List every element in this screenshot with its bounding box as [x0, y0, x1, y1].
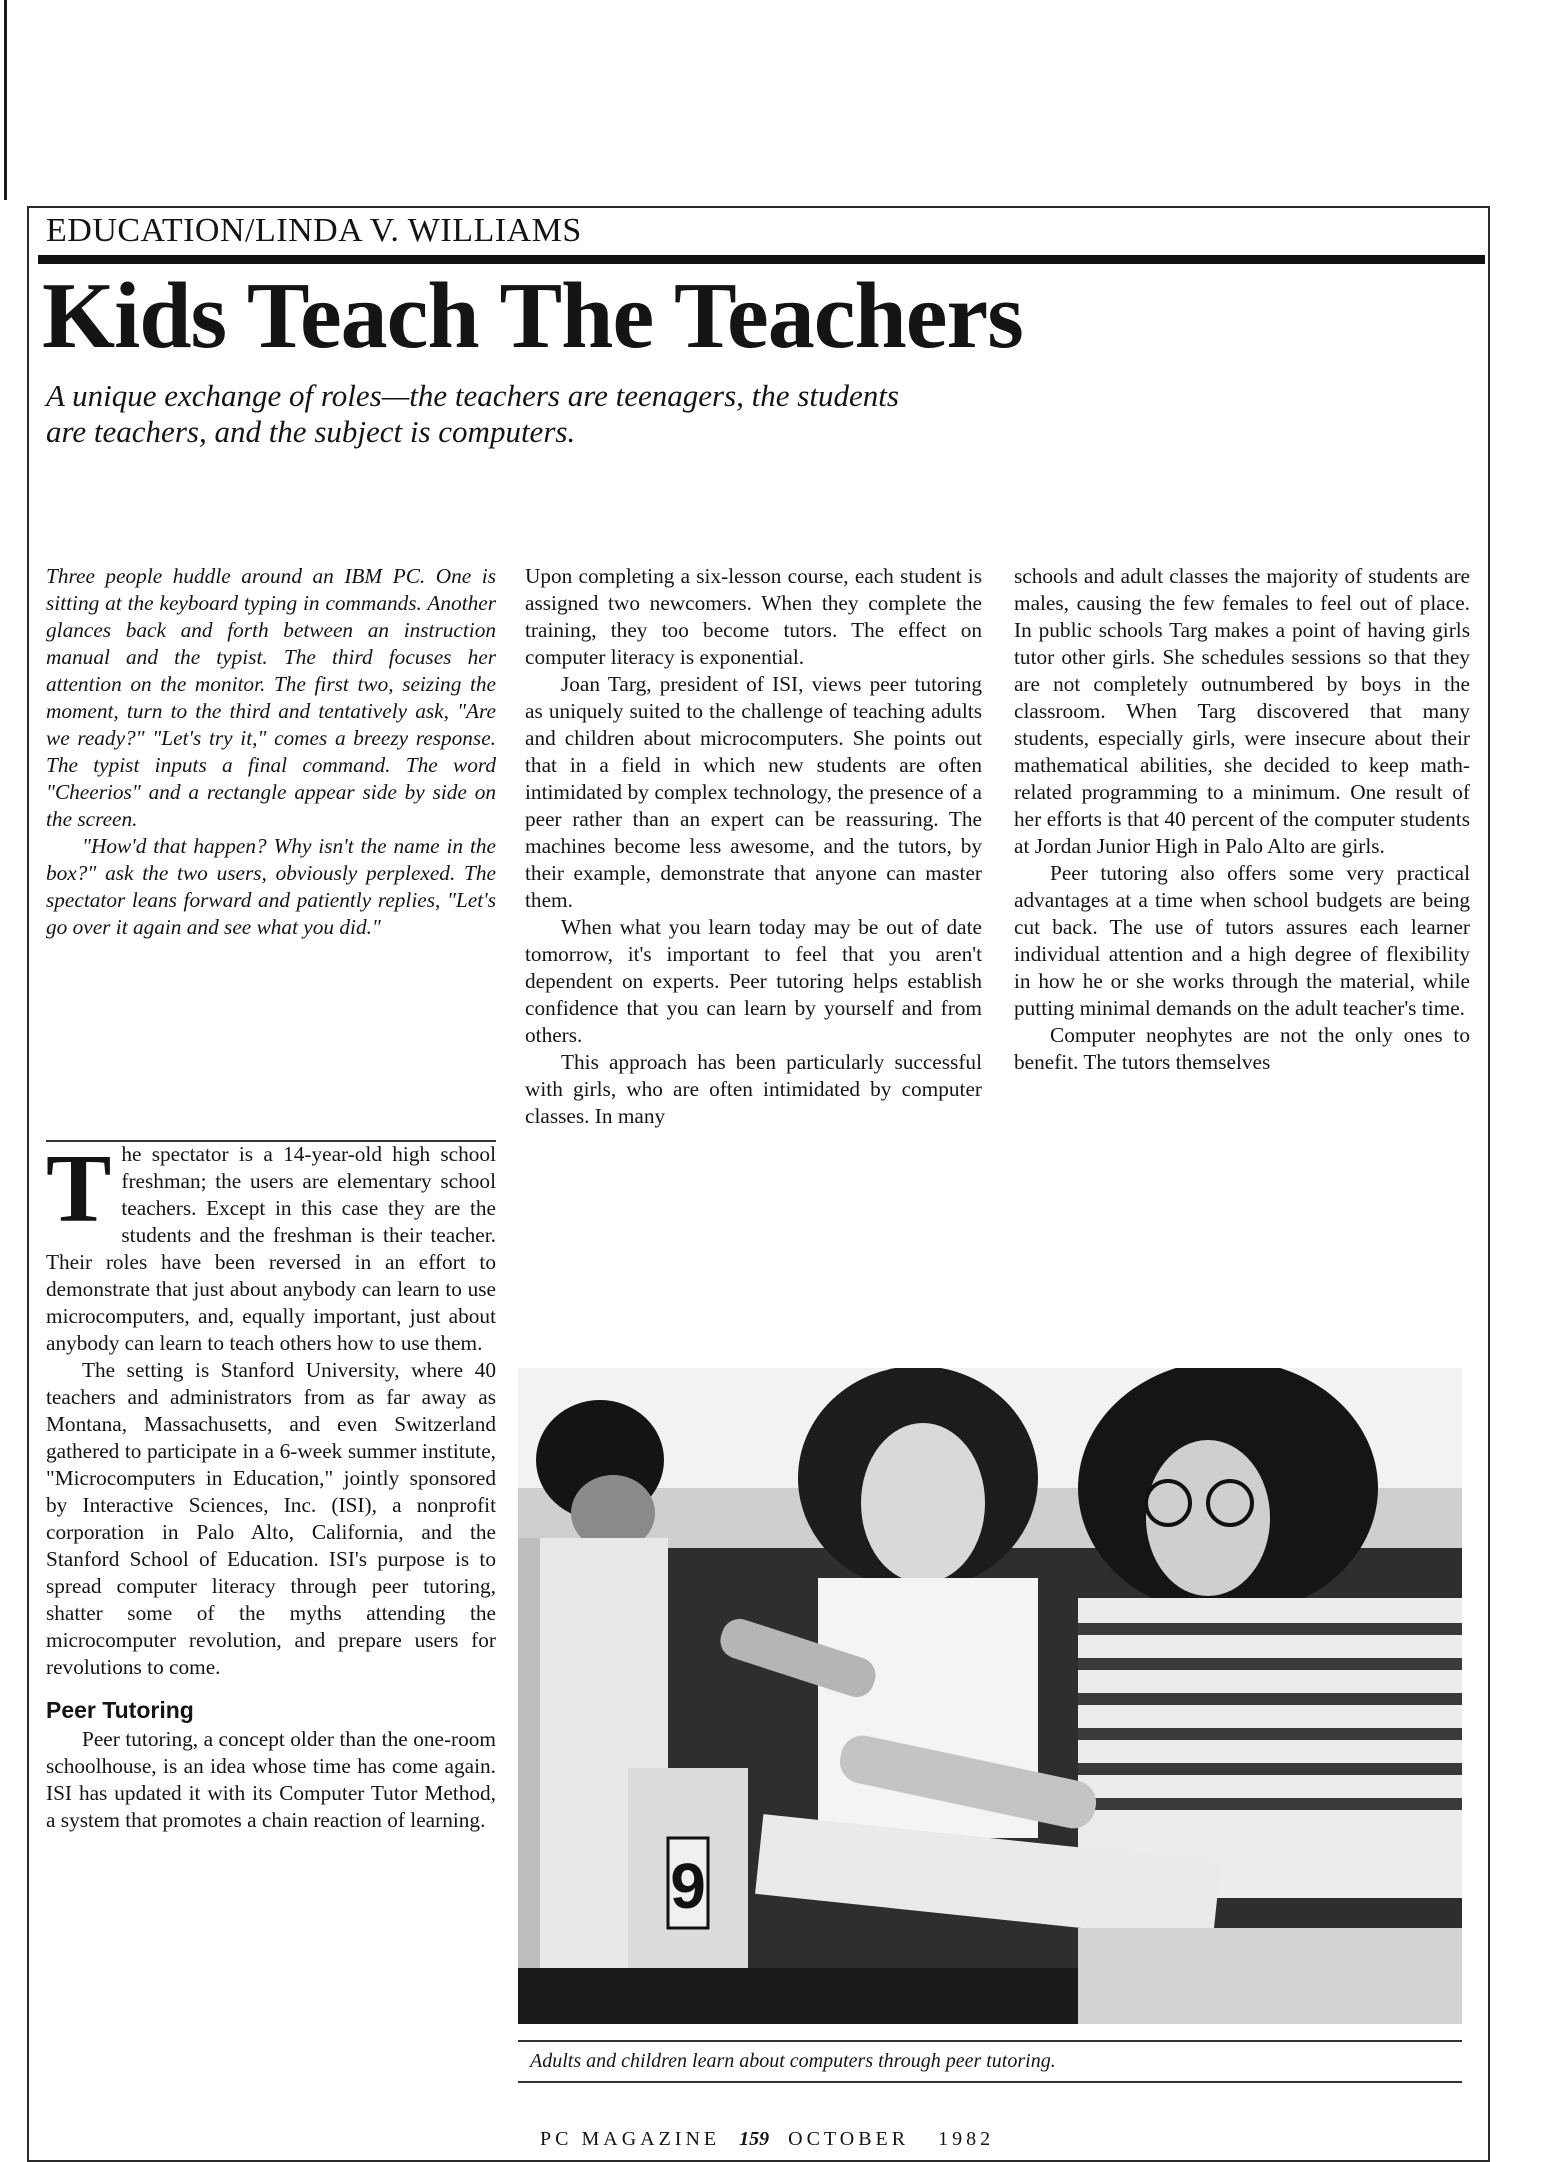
screen-glyph: 9	[670, 1850, 706, 1922]
column-1-intro	[46, 563, 496, 941]
subhead: Peer Tutoring	[46, 1697, 194, 1723]
woman-face	[861, 1423, 985, 1583]
paragraph: Upon completing a six-lesson course, each student is assigned two newcomers. When they complete the training, they too become tutors. The effect on computer literacy is exponential.	[525, 564, 982, 669]
photo	[518, 1368, 1462, 2024]
footer-month: OCTOBER	[788, 2128, 910, 2150]
column-2	[525, 563, 982, 1130]
headline: Kids Teach The Teachers	[42, 264, 1023, 368]
page-edge-line	[4, 0, 7, 200]
caption-rule-bottom	[518, 2081, 1462, 2083]
caption-rule-top	[518, 2040, 1462, 2042]
footer-page-number: 159	[739, 2128, 770, 2150]
column-3	[1014, 563, 1470, 1076]
paragraph: Three people huddle around an IBM PC. One is sitting at the keyboard typing in commands. Another glances back and forth between an instruction manual and the typist. The third focuses her attention on the monitor. The first two, seizing the moment, turn to the third and tentatively ask, "Are we ready?" "Let's try it," comes a breezy response. The typist inputs a final command. The word "Cheerios" and a rectangle appear side by side on the screen.	[46, 564, 496, 831]
paragraph: The spectator is a 14-year-old high school freshman; the users are elementary school teachers. Except in this case they are the students and the freshman is their teacher. Their roles have been reversed in an effort to demonstrate that just about anybody can learn to use microcomputers, and, equally important, just about anybody can learn to teach others how to use them.	[46, 1135, 496, 1355]
paragraph: Joan Targ, president of ISI, views peer tutoring as uniquely suited to the challenge of teaching adults and children about microcomputers. She points out that in a field in which new students are often intimidated by complex technology, the presence of a peer rather than an expert can be reassuring. The machines become less awesome, and the tutors, by their example, demonstrate that anyone can master them.	[525, 672, 982, 912]
paragraph: Peer tutoring, a concept older than the one-room schoolhouse, is an idea whose time has come again. ISI has updated it with its Computer Tutor Method, a system that promotes a chain reaction of learning.	[46, 1727, 496, 1832]
page-footer	[540, 2128, 994, 2151]
girl-face	[1146, 1440, 1270, 1596]
section-label: EDUCATION/LINDA V. WILLIAMS	[46, 212, 582, 249]
column-1-body	[46, 1135, 496, 1834]
drop-cap: T	[46, 1135, 112, 1243]
footer-year: 1982	[938, 2128, 995, 2150]
paragraph: Computer neophytes are not the only ones to benefit. The tutors themselves	[1014, 1023, 1470, 1074]
paragraph: Peer tutoring also offers some very practical advantages at a time when school budgets are being cut back. The use of tutors assures each learner individual attention and a high degree of flexibility in how he or she works through the material, while putting minimal demands on the adult teacher's time.	[1014, 861, 1470, 1020]
paragraph: "How'd that happen? Why isn't the name in the box?" ask the two users, obviously perplexed. The spectator leans forward and patiently replies, "Let's go over it again and see what you did."	[46, 834, 496, 939]
deck: A unique exchange of roles—the teachers are teenagers, the students are teachers, and the subject is computers.	[46, 378, 899, 449]
paragraph: The setting is Stanford University, where 40 teachers and administrators from as far away as Montana, Massachusetts, and even Switzerland gathered to participate in a 6-week summer institute, "Microcomputers in Education," jointly sponsored by Interactive Sciences, Inc. (ISI), a nonprofit corporation in Palo Alto, California, and the Stanford School of Education. ISI's purpose is to spread computer literacy through peer tutoring, shatter some of the myths attending the microcomputer revolution, and prepare users for revolutions to come.	[46, 1358, 496, 1679]
footer-magazine: PC MAGAZINE	[540, 2128, 721, 2150]
paragraph: This approach has been particularly successful with girls, who are often intimidated by computer classes. In many	[525, 1050, 982, 1128]
paragraph: schools and adult classes the majority of students are males, causing the few females to feel out of place. In public schools Targ makes a point of having girls tutor other girls. She schedules sessions so that they are not completely outnumbered by boys in the classroom. When Targ discovered that many students, especially girls, were insecure about their mathematical abilities, she decided to keep math-related programming to a minimum. One result of her efforts is that 40 percent of the computer students at Jordan Junior High in Palo Alto are girls.	[1014, 564, 1470, 858]
paragraph: When what you learn today may be out of date tomorrow, it's important to feel that you aren't dependent on experts. Peer tutoring helps establish confidence that you can learn by yourself and from others.	[525, 915, 982, 1047]
striped-shirt	[1078, 1598, 1462, 1898]
photo-caption: Adults and children learn about computers through peer tutoring.	[530, 2050, 1056, 2072]
